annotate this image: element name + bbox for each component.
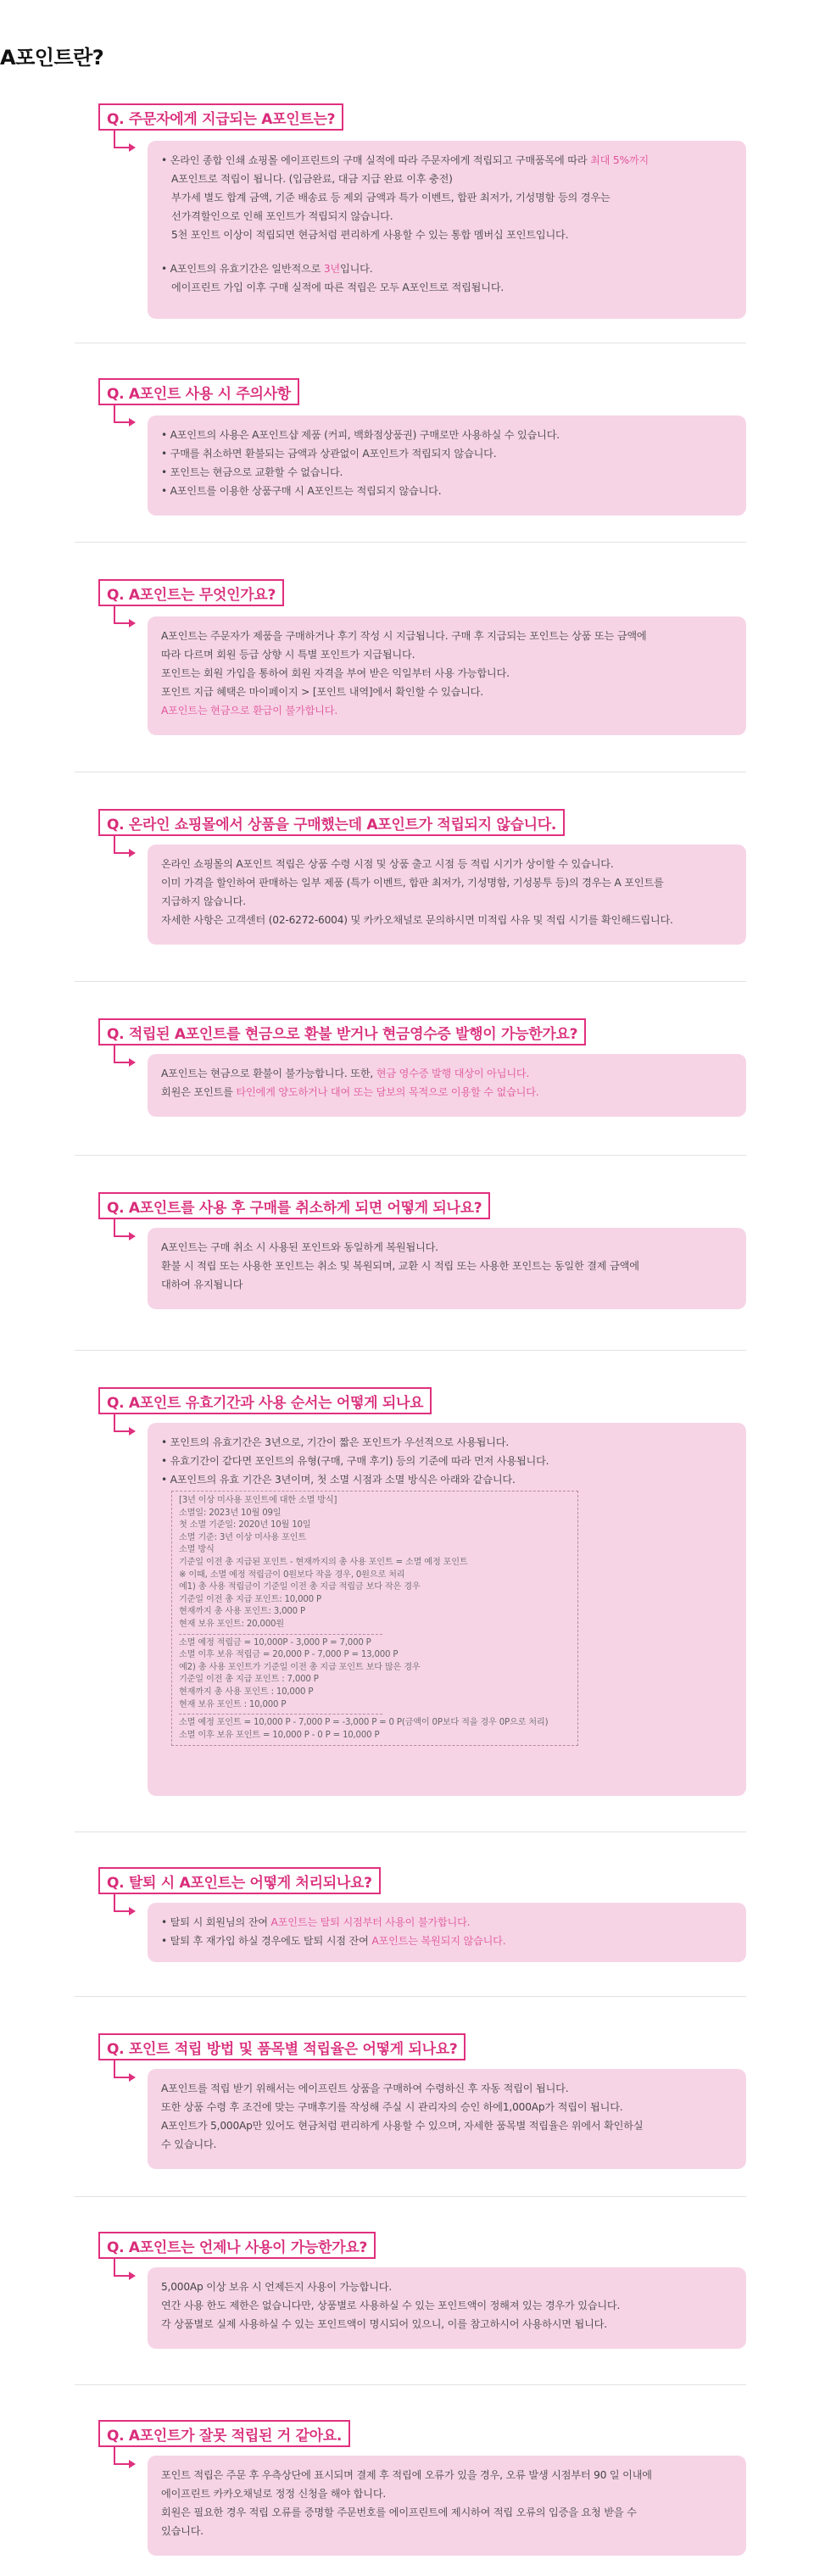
answer-text: 대하여 유지됩니다 [161, 1279, 243, 1291]
faq-answer [148, 2456, 746, 2556]
answer-line [161, 151, 733, 170]
page-title: A포인트란? [0, 46, 104, 70]
answer-line [161, 2466, 733, 2484]
answer-line [161, 2296, 733, 2315]
answer-text: • 포인트는 현금으로 교환할 수 없습니다. [161, 466, 343, 478]
answer-line [161, 2116, 733, 2135]
answer-line [161, 664, 733, 683]
answer-text: 5천 포인트 이상이 적립되면 현금처럼 편리하게 사용할 수 있는 통합 멤버십 포인트입니다. [171, 229, 569, 241]
answer-line [161, 627, 733, 645]
answer-text: 포인트 적립은 주문 후 우측상단에 표시되며 결제 후 적립에 오류가 있을 경우, 오류 발생 시점부터 90 일 이내에 [161, 2469, 652, 2481]
answer-line [161, 873, 733, 892]
answer-line [161, 1257, 733, 1275]
faq-question: Q. A포인트 사용 시 주의사항 [98, 378, 299, 405]
calc-line: 예1) 총 사용 적립금이 기준일 이전 총 지급 적립금 보다 작은 경우 [179, 1582, 421, 1592]
faq-question: Q. A포인트는 언제나 사용이 가능한가요? [98, 2232, 376, 2259]
answer-line [161, 2079, 733, 2098]
faq-answer [148, 1228, 746, 1309]
answer-line [161, 1433, 733, 1452]
answer-line [161, 188, 733, 207]
answer-line [161, 701, 733, 720]
answer-line [161, 1932, 733, 1950]
answer-text: • A포인트의 사용은 A포인트샵 제품 (커피, 백화점상품권) 구매로만 사용하실 수 있습니다. [161, 429, 560, 441]
answer-text: • 포인트의 유효기간은 3년으로, 기간이 짧은 포인트가 우선적으로 사용됩니다. [161, 1436, 510, 1448]
calc-line: 소멸 기준: 3년 이상 미사용 포인트 [179, 1532, 307, 1542]
calc-line: ※ 이때, 소멸 예정 적립금이 0원보다 작을 경우, 0원으로 처리 [179, 1570, 405, 1580]
section-divider [75, 1996, 746, 1997]
section-divider [75, 2196, 746, 2197]
answer-line [161, 1238, 733, 1257]
answer-line [161, 426, 733, 444]
dashed-divider [179, 1714, 382, 1715]
answer-text: 회원은 필요한 경우 적립 오류를 증명할 주문번호를 에이프린트에 제시하여 적립 오류의 입증을 요청 받을 수 [161, 2506, 637, 2518]
calc-line: 현재까지 총 사용 포인트 : 10,000 P [179, 1687, 314, 1697]
calc-line: 현재 보유 포인트 : 10,000 P [179, 1699, 287, 1709]
answer-line [161, 911, 733, 929]
answer-text: 포인트는 회원 가입을 통하여 회원 자격을 부여 받은 익일부터 사용 가능합니다. [161, 667, 510, 679]
faq-answer [148, 141, 746, 319]
answer-text: 있습니다. [161, 2525, 204, 2537]
calc-line: 기준일 이전 총 지급된 포인트 - 현재까지의 총 사용 포인트 = 소멸 예정 포인트 [179, 1557, 468, 1567]
answer-line [161, 482, 733, 500]
answer-text: • 온라인 종합 인쇄 쇼핑몰 에이프린트의 구매 실적에 따라 주문자에게 적립되고 구매품목에 따라 [161, 154, 591, 166]
answer-text: • 구매를 취소하면 환불되는 금액과 상관없이 A포인트가 적립되지 않습니다. [161, 448, 497, 460]
answer-line [161, 2135, 733, 2154]
answer-line [161, 207, 733, 226]
section-divider [75, 1155, 746, 1156]
arrow-right-icon [114, 836, 136, 858]
arrow-right-icon [114, 131, 136, 153]
answer-text: • A포인트의 유효기간은 일반적으로 [161, 263, 324, 275]
faq-question: Q. A포인트를 사용 후 구매를 취소하게 되면 어떻게 되나요? [98, 1192, 490, 1219]
faq-answer [148, 845, 746, 945]
answer-text: A포인트는 현금으로 환불이 불가능합니다. 또한, [161, 1068, 376, 1079]
calc-line: 기준일 이전 총 지급 포인트 : 7,000 P [179, 1675, 319, 1685]
faq-answer [148, 616, 746, 735]
arrow-right-icon [114, 1219, 136, 1241]
answer-text: 온라인 쇼핑몰의 A포인트 적립은 상품 수령 시점 및 상품 출고 시점 등 적립 시기가 상이할 수 있습니다. [161, 858, 614, 870]
arrow-right-icon [114, 606, 136, 628]
calculation-example-box [171, 1491, 578, 1746]
answer-text: 에이프린트 가입 이후 구매 실적에 따른 적립은 모두 A포인트로 적립됩니다. [171, 282, 505, 293]
answer-text: 수 있습니다. [161, 2138, 217, 2150]
highlight-text: 현금 영수증 발행 대상이 아닙니다. [376, 1068, 530, 1079]
calc-line: [3년 이상 미사용 포인트에 대한 소멸 방식] [179, 1496, 337, 1505]
calc-line: 소멸 예정 적립금 = 10,000P - 3,000 P = 7,000 P [179, 1637, 371, 1648]
arrow-right-icon [114, 2447, 136, 2469]
calc-line: 첫 소멸 기준일: 2020년 10월 10일 [179, 1520, 311, 1531]
answer-line [161, 683, 733, 701]
answer-line [161, 463, 733, 482]
answer-text: 환불 시 적립 또는 사용한 포인트는 취소 및 복원되며, 교환 시 적립 또는 사용한 포인트는 동일한 결제 금액에 [161, 1260, 639, 1272]
answer-line [161, 1913, 733, 1932]
calc-line: 소멸 방식 [179, 1545, 215, 1555]
highlight-text: A포인트는 복원되지 않습니다. [371, 1935, 506, 1947]
faq-answer [148, 2069, 746, 2169]
section-divider [75, 1350, 746, 1351]
answer-line [161, 1452, 733, 1470]
arrow-right-icon [114, 1414, 136, 1436]
answer-line [161, 2522, 733, 2540]
answer-line [161, 855, 733, 873]
arrow-right-icon [114, 2259, 136, 2281]
faq-question: Q. 적립된 A포인트를 현금으로 환불 받거나 현금영수증 발행이 가능한가요? [98, 1018, 586, 1045]
arrow-right-icon [114, 1894, 136, 1916]
highlight-text: 타인에게 양도하거나 대여 또는 담보의 목적으로 이용할 수 없습니다. [236, 1086, 539, 1098]
highlight-text: 3년 [323, 263, 340, 275]
answer-line [161, 1470, 733, 1489]
answer-text: • A포인트를 이용한 상품구매 시 A포인트는 적립되지 않습니다. [161, 485, 442, 497]
answer-text: 연간 사용 한도 제한은 없습니다만, 상품별로 사용하실 수 있는 포인트액이 정해져 있는 경우가 있습니다. [161, 2300, 621, 2311]
calc-line: 현재 보유 포인트: 20,000원 [179, 1619, 284, 1629]
answer-text: A포인트가 5,000Ap만 있어도 현금처럼 편리하게 사용할 수 있으며, 자세한 품목별 적립율은 위에서 확인하실 [161, 2120, 644, 2132]
answer-line [161, 170, 733, 188]
calc-line: 예2) 총 사용 포인트가 기준일 이전 총 지급 포인트 보다 많은 경우 [179, 1662, 421, 1672]
answer-text: • A포인트의 유효 기간은 3년이며, 첫 소멸 시점과 소멸 방식은 아래와 같습니다. [161, 1474, 516, 1486]
arrow-right-icon [114, 1045, 136, 1068]
answer-line [161, 2278, 733, 2296]
faq-question: Q. 주문자에게 지급되는 A포인트는? [98, 103, 343, 131]
calc-line: 소멸 이후 보유 포인트 = 10,000 P - 0 P = 10,000 P [179, 1730, 380, 1740]
answer-line [161, 226, 733, 244]
answer-line [161, 278, 733, 297]
answer-text: 에이프린트 카카오채널로 정정 신청을 해야 합니다. [161, 2488, 387, 2500]
answer-text: • 탈퇴 후 재가입 하실 경우에도 탈퇴 시점 잔여 [161, 1935, 372, 1947]
answer-line [161, 2098, 733, 2116]
answer-text: 선가격할인으로 인해 포인트가 적립되지 않습니다. [171, 210, 393, 222]
faq-question: Q. A포인트가 잘못 적립된 거 같아요. [98, 2420, 350, 2447]
section-divider [75, 2384, 746, 2385]
answer-text: 지급하지 않습니다. [161, 895, 246, 907]
faq-question: Q. 포인트 적립 방법 및 품목별 적립율은 어떻게 되나요? [98, 2033, 466, 2060]
calc-line: 현재까지 총 사용 포인트: 3,000 P [179, 1607, 305, 1617]
answer-text: • 탈퇴 시 회원님의 잔여 [161, 1916, 271, 1928]
dashed-divider [179, 1634, 382, 1635]
faq-answer [148, 2267, 746, 2349]
arrow-right-icon [114, 2060, 136, 2083]
faq-question: Q. 탈퇴 시 A포인트는 어떻게 처리되나요? [98, 1867, 381, 1894]
calc-line: 기준일 이전 총 지급 포인트: 10,000 P [179, 1594, 321, 1604]
answer-text: 또한 상품 수령 후 조건에 맞는 구매후기를 작성해 주실 시 관리자의 승인 하에1,000Ap가 적립이 됩니다. [161, 2101, 623, 2113]
highlight-text: A포인트는 탈퇴 시점부터 사용이 불가합니다. [270, 1916, 471, 1928]
section-divider [75, 981, 746, 982]
answer-line [161, 259, 733, 278]
answer-text: 각 상품별로 실제 사용하실 수 있는 포인트액이 명시되어 있으니, 이를 참고하시어 사용하시면 됩니다. [161, 2318, 607, 2330]
answer-line [161, 2484, 733, 2503]
answer-text: 포인트 지급 혜택은 마이페이지 > [포인트 내역]에서 확인할 수 있습니다. [161, 686, 483, 698]
section-divider [75, 542, 746, 543]
answer-text: 따라 다르며 회원 등급 상향 시 특별 포인트가 지급됩니다. [161, 649, 415, 661]
arrow-right-icon [114, 405, 136, 427]
answer-line [161, 444, 733, 463]
calc-line: 소멸 이후 보유 적립금 = 20,000 P - 7,000 P = 13,000 P [179, 1650, 399, 1660]
answer-line [161, 2315, 733, 2333]
answer-line [161, 892, 733, 911]
answer-line [161, 2503, 733, 2522]
answer-text: 이미 가격을 할인하여 판매하는 일부 제품 (특가 이벤트, 합판 최저가, 기성명함, 기성봉투 등)의 경우는 A 포인트를 [161, 877, 664, 889]
faq-answer [148, 1903, 746, 1962]
calc-line: 소멸 예정 포인트 = 10,000 P - 7,000 P = -3,000 P = 0 P(금액이 0P보다 적을 경우 0P으로 처리) [179, 1718, 549, 1728]
answer-text: A포인트를 적립 받기 위해서는 에이프린트 상품을 구매하여 수령하신 후 자동 적립이 됩니다. [161, 2083, 569, 2094]
answer-line [161, 1064, 733, 1083]
highlight-text: A포인트는 현금으로 환급이 불가합니다. [161, 705, 338, 716]
answer-line [161, 645, 733, 664]
faq-question: Q. A포인트는 무엇인가요? [98, 579, 284, 606]
answer-text: 입니다. [340, 263, 373, 275]
answer-text: A포인트로 적립이 됩니다. (입금완료, 대금 지급 완료 이후 충전) [171, 173, 453, 185]
answer-text: 자세한 사항은 고객센터 (02-6272-6004) 및 카카오채널로 문의하시면 미적립 사유 및 적립 시기를 확인해드립니다. [161, 914, 673, 926]
highlight-text: 최대 5%까지 [590, 154, 650, 166]
calc-line: 소멸일: 2023년 10월 09일 [179, 1508, 282, 1518]
faq-answer [148, 415, 746, 516]
faq-answer [148, 1423, 746, 1796]
answer-text: 회원은 포인트를 [161, 1086, 237, 1098]
faq-answer [148, 1054, 746, 1117]
answer-line [161, 1275, 733, 1294]
faq-question: Q. 온라인 쇼핑몰에서 상품을 구매했는데 A포인트가 적립되지 않습니다. [98, 809, 565, 836]
answer-line [161, 1083, 733, 1101]
answer-text: 부가세 별도 합계 금액, 기준 배송료 등 제외 금액과 특가 이벤트, 합판 최저가, 기성명함 등의 경우는 [171, 192, 610, 204]
answer-text: A포인트는 구매 취소 시 사용된 포인트와 동일하게 복원됩니다. [161, 1241, 438, 1253]
answer-text: 5,000Ap 이상 보유 시 언제든지 사용이 가능합니다. [161, 2281, 393, 2293]
faq-question: Q. A포인트 유효기간과 사용 순서는 어떻게 되나요 [98, 1387, 432, 1414]
answer-text: • 유효기간이 같다면 포인트의 유형(구매, 구매 후기) 등의 기준에 따라 먼저 사용됩니다. [161, 1455, 549, 1467]
answer-text: A포인트는 주문자가 제품을 구매하거나 후기 작성 시 지급됩니다. 구매 후 지급되는 포인트는 상품 또는 금액에 [161, 630, 647, 642]
